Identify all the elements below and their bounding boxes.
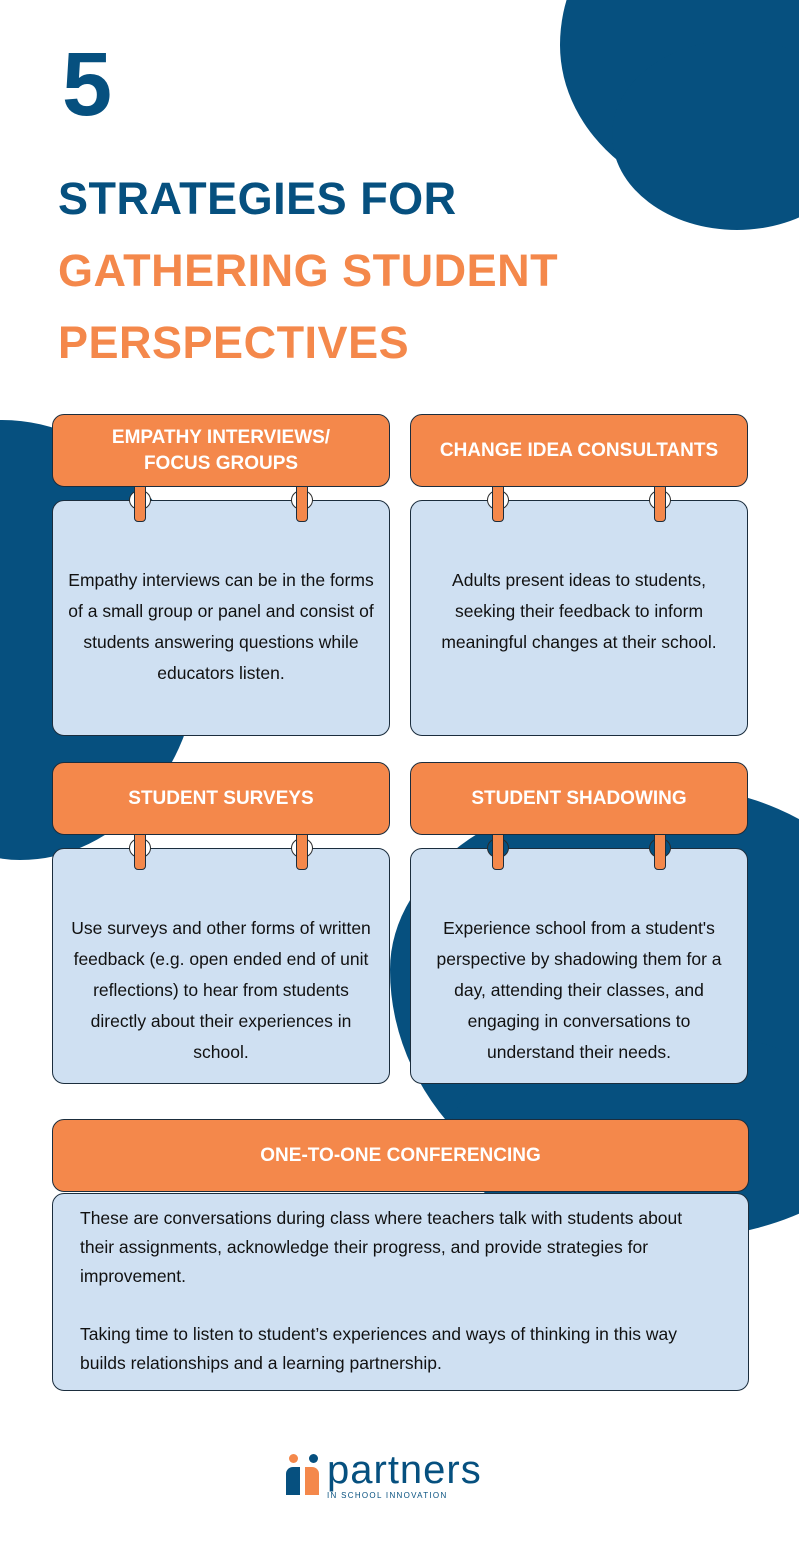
card-body: Use surveys and other forms of written feedback (e.g. open ended end of unit reflections) to hear from students directly about their experiences in school.	[52, 848, 390, 1084]
card-one-to-one-conferencing	[52, 1119, 749, 1391]
binder-tab-icon	[134, 834, 146, 870]
logo-text	[327, 1450, 482, 1500]
page-title	[58, 163, 558, 379]
card-paragraph: These are conversations during class where teachers talk with students about their assignments, acknowledge their progress, and provide strategies for improvement.	[80, 1208, 683, 1286]
partners-logo	[285, 1450, 525, 1502]
title-line-3: PERSPECTIVES	[58, 317, 410, 368]
card-body: Empathy interviews can be in the forms of a small group or panel and consist of students answering questions while educators listen.	[52, 500, 390, 736]
binder-tab-icon	[296, 834, 308, 870]
card-body: Experience school from a student's perspective by shadowing them for a day, attending their classes, and engaging in conversations to understand their needs.	[410, 848, 748, 1084]
binder-tab-icon	[134, 486, 146, 522]
binder-tab-icon	[492, 834, 504, 870]
card-title: STUDENT SHADOWING	[410, 762, 748, 835]
card-body	[52, 1193, 749, 1391]
card-title	[52, 414, 390, 487]
binder-tab-icon	[296, 486, 308, 522]
card-paragraph: Taking time to listen to student’s experiences and ways of thinking in this way builds relationships and a learning partnership.	[80, 1324, 677, 1373]
card-title: CHANGE IDEA CONSULTANTS	[410, 414, 748, 487]
binder-tab-icon	[492, 486, 504, 522]
card-title-line-1: EMPATHY INTERVIEWS/	[111, 426, 331, 448]
logo-tagline: IN SCHOOL INNOVATION	[327, 1491, 448, 1500]
card-title: STUDENT SURVEYS	[52, 762, 390, 835]
big-number: 5	[62, 35, 113, 135]
title-line-1: STRATEGIES FOR	[58, 173, 457, 224]
card-title: ONE-TO-ONE CONFERENCING	[52, 1119, 749, 1192]
people-logo-icon	[285, 1454, 323, 1498]
title-line-2: GATHERING STUDENT	[58, 245, 559, 296]
card-title-line-2: FOCUS GROUPS	[143, 452, 299, 474]
binder-tab-icon	[654, 834, 666, 870]
binder-tab-icon	[654, 486, 666, 522]
logo-wordmark: partners	[327, 1448, 482, 1492]
card-body: Adults present ideas to students, seeking their feedback to inform meaningful changes at their school.	[410, 500, 748, 736]
